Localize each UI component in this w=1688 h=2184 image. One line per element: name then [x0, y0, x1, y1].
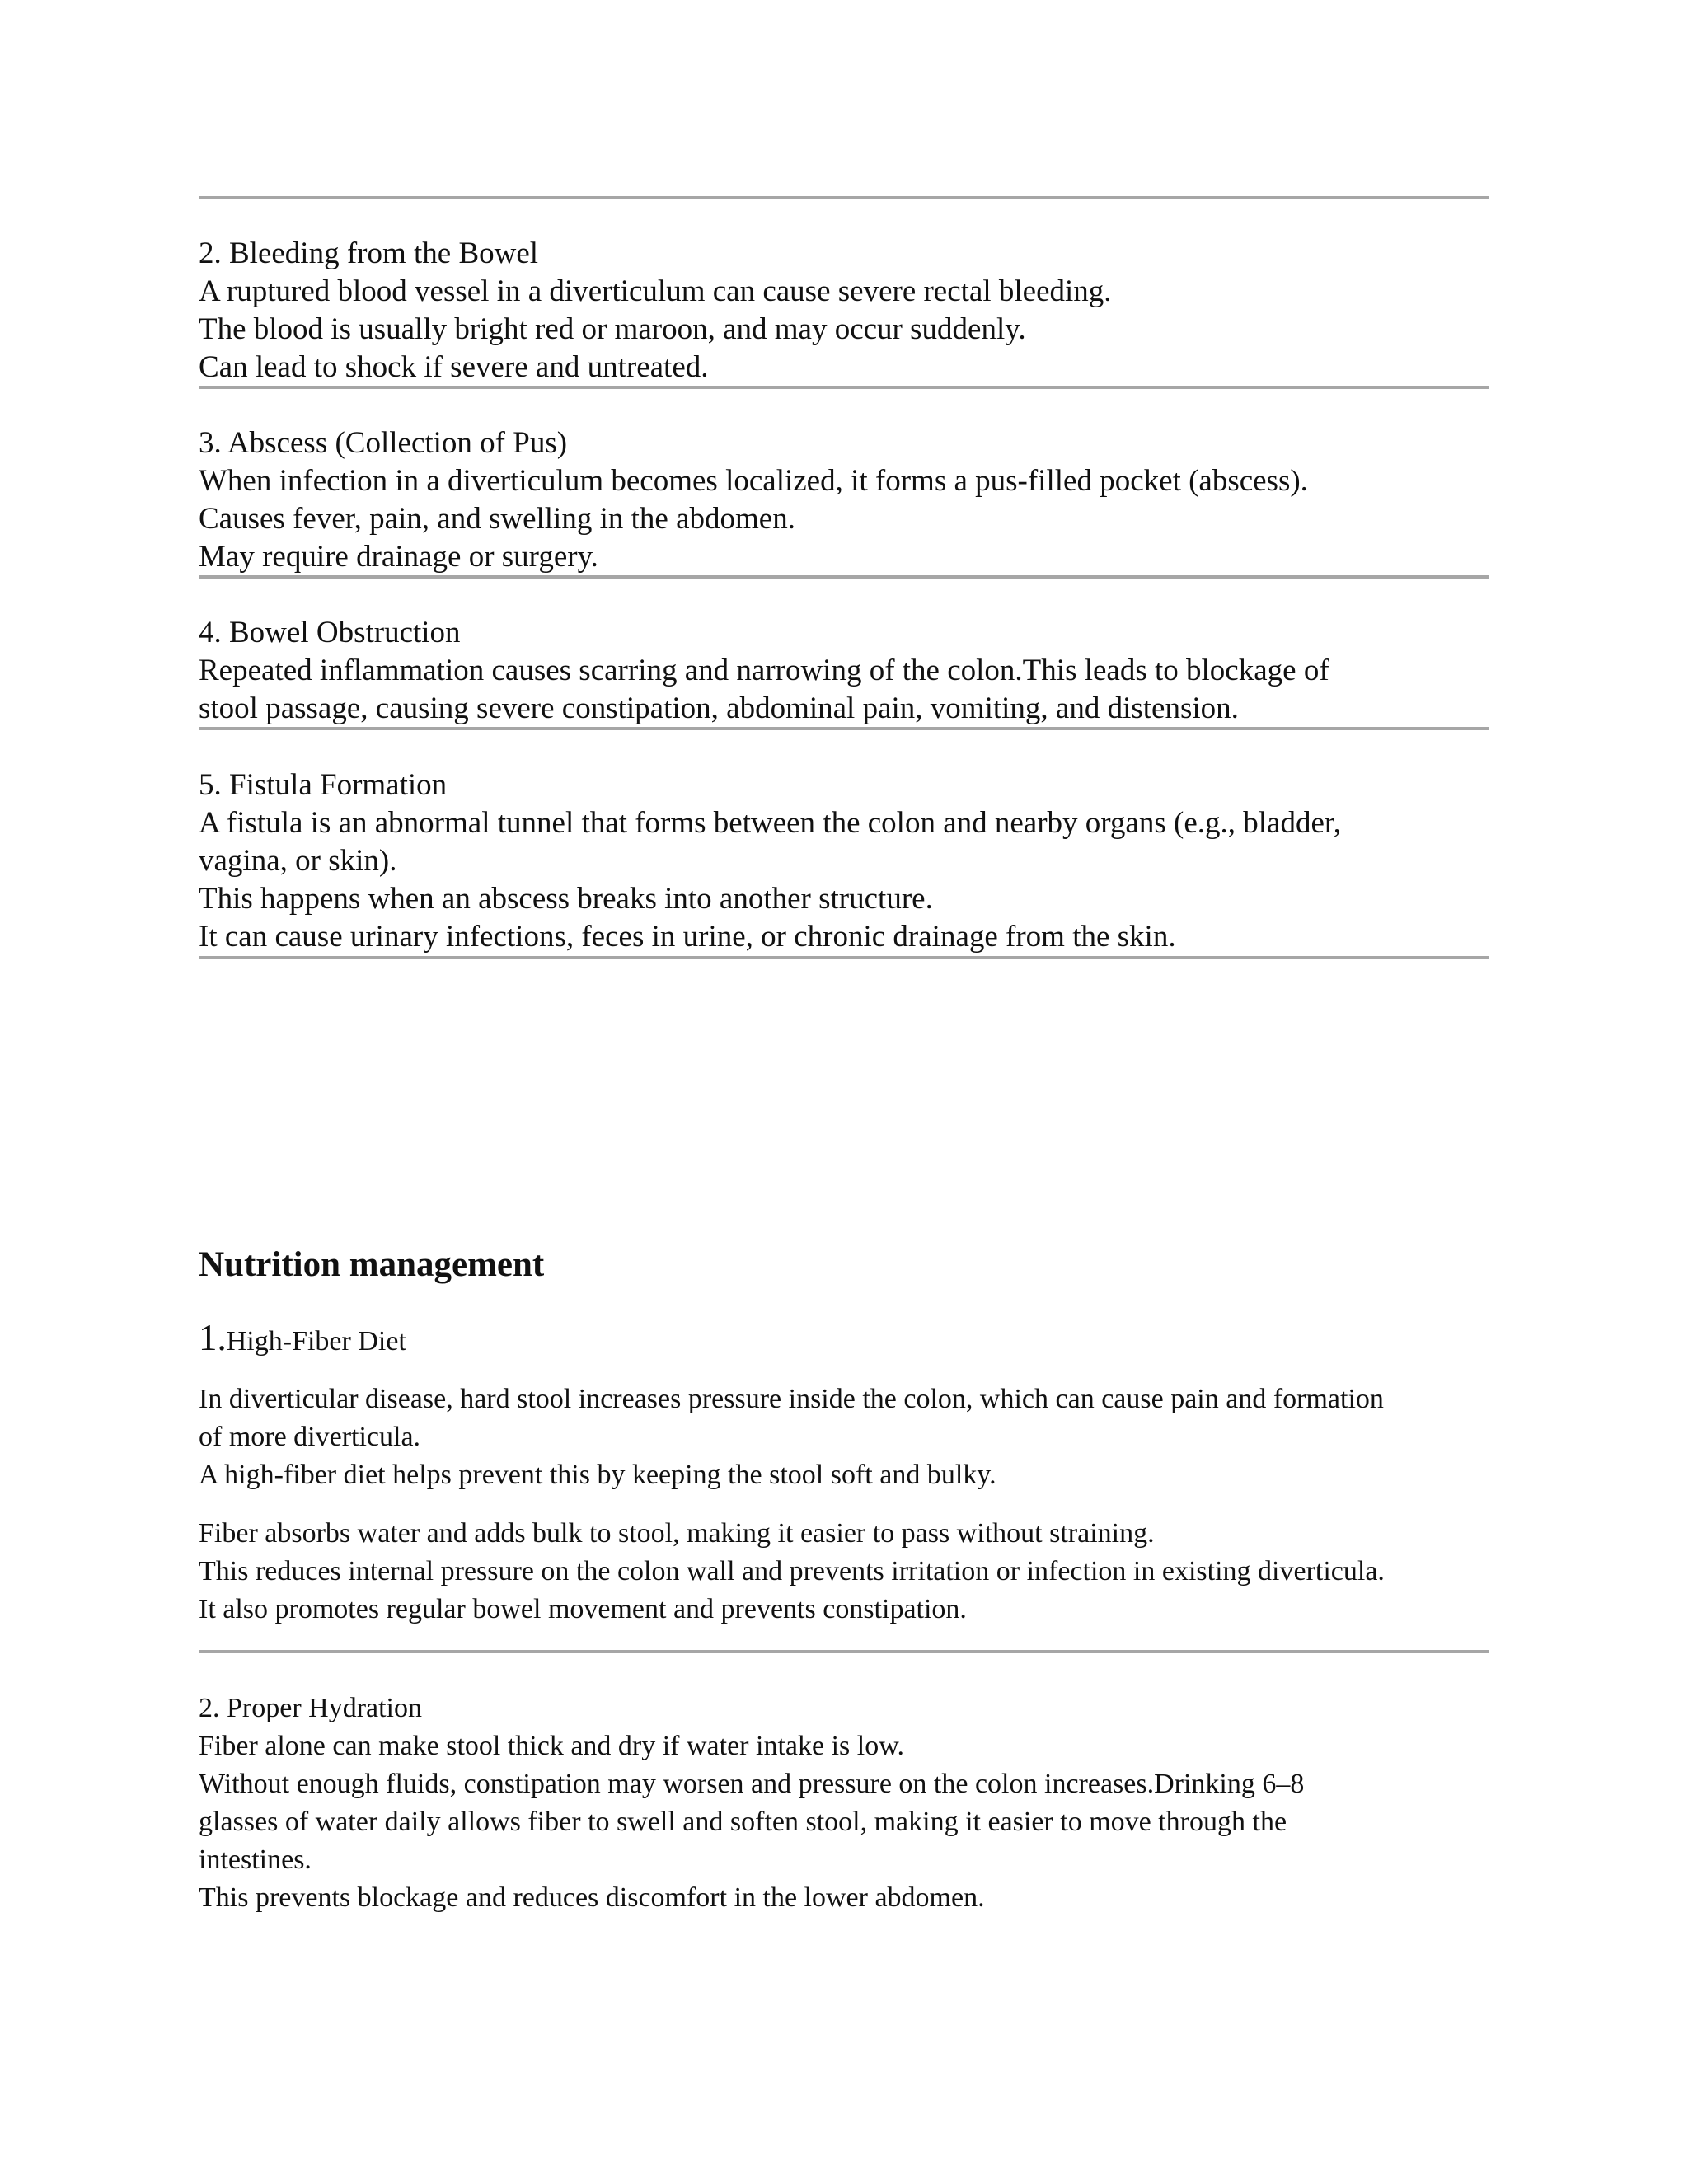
- section-line: Without enough fluids, constipation may worsen and pressure on the colon increases.Drinking 6–8: [199, 1769, 1305, 1799]
- section-bleeding: [199, 235, 1489, 387]
- subsection-number: 1.: [199, 1317, 227, 1358]
- divider-rule: [199, 575, 1489, 579]
- section-line: When infection in a diverticulum becomes localized, it forms a pus-filled pocket (abscess).: [199, 464, 1308, 498]
- section-line: This prevents blockage and reduces discomfort in the lower abdomen.: [199, 1882, 985, 1913]
- section-line: A ruptured blood vessel in a diverticulum can cause severe rectal bleeding.: [199, 274, 1112, 308]
- section-line: The blood is usually bright red or maroon, and may occur suddenly.: [199, 312, 1026, 346]
- section-obstruction: [199, 614, 1489, 728]
- section-line: Fiber alone can make stool thick and dry if water intake is low.: [199, 1731, 905, 1761]
- paragraph-line: It also promotes regular bowel movement and prevents constipation.: [199, 1594, 967, 1624]
- divider-rule: [199, 386, 1489, 389]
- section-line: May require drainage or surgery.: [199, 540, 598, 574]
- divider-rule: [199, 1650, 1489, 1653]
- paragraph-line: In diverticular disease, hard stool increases pressure inside the colon, which can cause pain and formation: [199, 1384, 1384, 1414]
- section-title: 5. Fistula Formation: [199, 768, 448, 802]
- section-line: stool passage, causing severe constipation, abdominal pain, vomiting, and distension.: [199, 691, 1239, 725]
- divider-rule: [199, 196, 1489, 199]
- section-line: vagina, or skin).: [199, 844, 397, 878]
- section-abscess: [199, 424, 1489, 576]
- subsection-title-text: High-Fiber Diet: [226, 1326, 406, 1357]
- section-line: glasses of water daily allows fiber to swell and soften stool, making it easier to move through the: [199, 1807, 1287, 1837]
- subsection-title: [199, 1317, 406, 1362]
- section-line: Can lead to shock if severe and untreated.: [199, 350, 709, 384]
- section-line: Causes fever, pain, and swelling in the abdomen.: [199, 502, 795, 536]
- divider-rule: [199, 727, 1489, 730]
- paragraph-line: This reduces internal pressure on the colon wall and prevents irritation or infection in existing diverticula.: [199, 1556, 1385, 1586]
- section-title: 2. Proper Hydration: [199, 1693, 423, 1723]
- page-heading: Nutrition management: [199, 1245, 545, 1284]
- paragraph-line: A high-fiber diet helps prevent this by keeping the stool soft and bulky.: [199, 1460, 996, 1490]
- section-line: A fistula is an abnormal tunnel that forms between the colon and nearby organs (e.g., bladder,: [199, 806, 1341, 840]
- paragraph-line: of more diverticula.: [199, 1422, 421, 1452]
- section-fistula: [199, 766, 1489, 956]
- section-title: 3. Abscess (Collection of Pus): [199, 426, 568, 460]
- divider-rule: [199, 956, 1489, 959]
- section-line: Repeated inflammation causes scarring and narrowing of the colon.This leads to blockage of: [199, 654, 1329, 687]
- fiber-paragraph-2: [199, 1515, 1489, 1629]
- section-title: 4. Bowel Obstruction: [199, 616, 461, 649]
- section-line: intestines.: [199, 1844, 312, 1875]
- fiber-paragraph-1: [199, 1380, 1489, 1494]
- section-hydration: [199, 1690, 1489, 1917]
- section-line: This happens when an abscess breaks into another structure.: [199, 882, 933, 916]
- section-line: It can cause urinary infections, feces in urine, or chronic drainage from the skin.: [199, 920, 1176, 954]
- paragraph-line: Fiber absorbs water and adds bulk to stool, making it easier to pass without straining.: [199, 1518, 1155, 1549]
- section-title: 2. Bleeding from the Bowel: [199, 237, 539, 270]
